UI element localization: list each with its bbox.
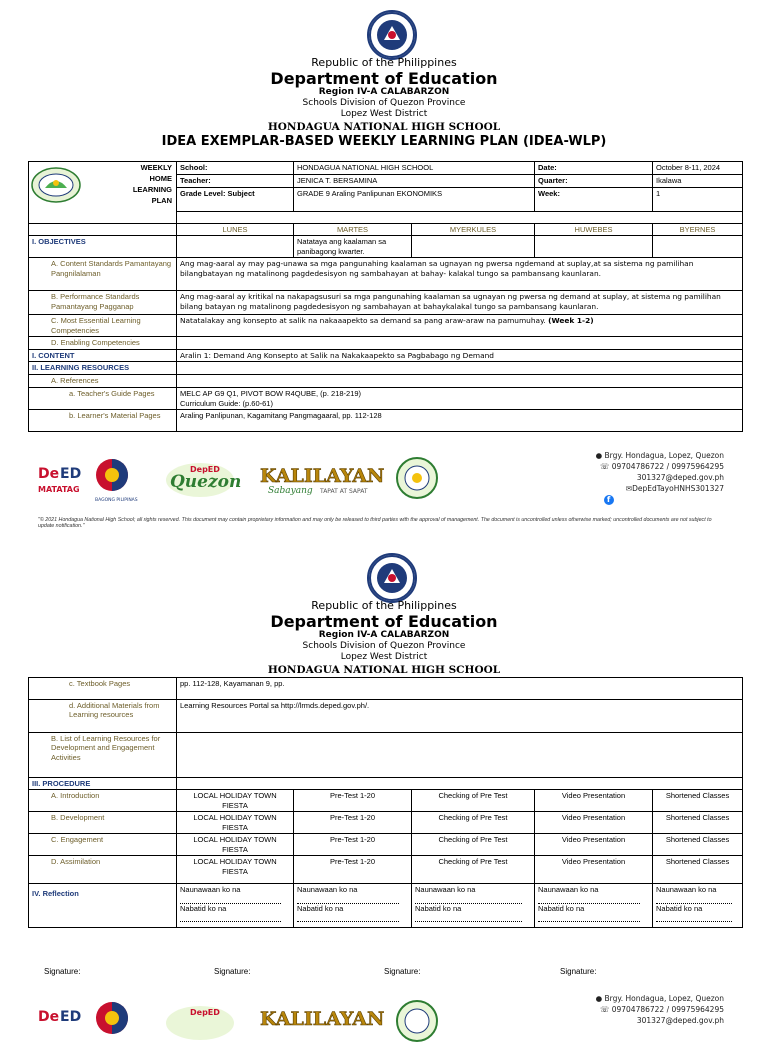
bagong-pilipinas-logo [94, 1000, 130, 1046]
weekly-plan-table [28, 161, 743, 432]
reflection-heading: IV. Reflection [29, 884, 177, 928]
myerkules-cell: Checking of Pre Test [412, 790, 535, 812]
reflection-myerkules[interactable] [412, 884, 535, 928]
bagong-pilipinas-logo [94, 457, 138, 503]
reflection-huwebes[interactable] [535, 884, 653, 928]
myerkules-cell: Checking of Pre Test [412, 812, 535, 834]
huwebes-cell: Video Presentation [535, 812, 653, 834]
email-text: 301327@deped.gov.ph [636, 472, 724, 482]
deped-matatag-logo [36, 1003, 86, 1043]
svg-text:De: De [38, 466, 60, 482]
signature-label-2: Signature: [214, 967, 251, 976]
school-name-page2: HONDAGUA NATIONAL HIGH SCHOOL [267, 664, 501, 676]
hondagua-seal-logo [396, 1000, 438, 1042]
deped-seal-logo-page2 [367, 553, 417, 603]
myerkules-cell: Checking of Pre Test [412, 834, 535, 856]
day-huwebes: HUWEBES [535, 224, 653, 236]
phone-icon: ☏ [599, 461, 610, 471]
reflection-line2: Nabatid ko na [656, 903, 703, 913]
kalilayan-logo [258, 1005, 385, 1041]
region-text-page2: Region IV-A CALABARZON [318, 630, 450, 640]
curriculum-guide-text: Curriculum Guide: (p.60-61) [180, 398, 273, 408]
republic-text: Republic of the Philippines [311, 56, 457, 69]
huwebes-cell: Video Presentation [535, 856, 653, 884]
quarter-value: Ikalawa [653, 175, 743, 188]
lunes-cell: LOCAL HOLIDAY TOWN FIESTA [177, 856, 294, 884]
kalilayan-logo [258, 462, 385, 498]
deped-quezon-logo [164, 1003, 236, 1043]
svg-text:KALILAYAN: KALILAYAN [260, 1008, 385, 1030]
svg-text:BAGONG PILIPINAS: BAGONG PILIPINAS [95, 498, 138, 503]
svg-text:Sabayang: Sabayang [268, 486, 313, 496]
whlp-cell [29, 162, 177, 224]
content-heading: I. CONTENT [29, 349, 177, 361]
procedure-heading: III. PROCEDURE [29, 778, 177, 790]
school-logo [31, 166, 81, 204]
day-martes: MARTES [294, 224, 412, 236]
procedure-row [29, 834, 743, 856]
learners-material-text: Araling Panlipunan, Kagamitang Pangmagaaral, pp. 112-128 [177, 410, 743, 432]
martes-note: Natataya ang kaalaman sa panibagong kwarter. [294, 236, 412, 258]
byernes-cell: Shortened Classes [653, 834, 743, 856]
references-label: A. References [29, 375, 177, 388]
week-value: 1 [653, 188, 743, 212]
day-lunes: LUNES [177, 224, 294, 236]
disclaimer-text: "© 2021 Hondagua National High School; all rights reserved. This document may contain proprietary information and may only be released to third parties with the approval of management. The document is uncontrolled unless otherwise marked; uncontrolled documents are not subject to update notification." [38, 517, 712, 530]
day-byernes: BYERNES [653, 224, 743, 236]
enabling-label: D. Enabling Competencies [29, 337, 177, 349]
reflection-martes[interactable] [294, 884, 412, 928]
reflection-line2: Nabatid ko na [538, 903, 585, 913]
reflection-byernes[interactable] [653, 884, 743, 928]
myerkules-cell: Checking of Pre Test [412, 856, 535, 884]
signature-label-3: Signature: [384, 967, 421, 976]
mail-icon: ✉ [625, 483, 633, 493]
teachers-guide-label: a. Teacher's Guide Pages [29, 388, 177, 410]
reflection-line1: Naunawaan ko na [415, 885, 476, 895]
melc-week: (Week 1-2) [548, 316, 594, 326]
phone-text: 09704786722 / 09975964295 [611, 1004, 724, 1014]
performance-standards-label: B. Performance Standards Pamantayang Pagganap [29, 291, 177, 315]
signature-label-4: Signature: [560, 967, 597, 976]
division-text-page2: Schools Division of Quezon Province [302, 641, 466, 651]
contact-block-page2 [596, 994, 724, 1027]
deped-seal-logo [367, 10, 417, 60]
martes-cell: Pre-Test 1-20 [294, 812, 412, 834]
email-text: 301327@deped.gov.ph [636, 1015, 724, 1025]
martes-cell: Pre-Test 1-20 [294, 834, 412, 856]
signature-label-1: Signature: [44, 967, 81, 976]
school-label: School: [177, 162, 294, 175]
plan-title: IDEA EXEMPLAR-BASED WEEKLY LEARNING PLAN (IDEA-WLP) [161, 134, 607, 149]
hondagua-seal-logo [396, 457, 438, 499]
lunes-cell: LOCAL HOLIDAY TOWN FIESTA [177, 812, 294, 834]
region-text: Region IV-A CALABARZON [318, 87, 450, 97]
whlp-label: WEEKLY HOME LEARNING PLAN [132, 163, 172, 205]
deped-matatag-logo [36, 460, 86, 500]
reflection-line2: Nabatid ko na [415, 903, 462, 913]
district-text: Lopez West District [340, 109, 428, 119]
reflection-line1: Naunawaan ko na [656, 885, 717, 895]
map-pin-icon: ● [595, 994, 603, 1003]
objectives-heading: I. OBJECTIVES [29, 236, 177, 258]
reflection-line1: Naunawaan ko na [297, 885, 358, 895]
melc-label: C. Most Essential Learning Competencies [29, 315, 177, 337]
date-value: October 8-11, 2024 [653, 162, 743, 175]
procedure-label: A. Introduction [29, 790, 177, 812]
melc-text: Natatalakay ang konsepto at salik na nakaaapekto sa demand sa pang araw-araw na pamumuhay. [180, 316, 546, 326]
byernes-cell: Shortened Classes [653, 790, 743, 812]
reflection-line2: Nabatid ko na [180, 903, 227, 913]
facebook-text: DepEdTayoHNHS301327 [632, 483, 724, 493]
textbook-text: pp. 112-128, Kayamanan 9, pp. [177, 678, 743, 700]
content-text: Aralin 1: Demand Ang Konsepto at Salik na Nakakaapekto sa Pagbabago ng Demand [177, 349, 743, 361]
byernes-cell: Shortened Classes [653, 856, 743, 884]
day-myerkules: MYERKULES [412, 224, 535, 236]
reflection-lunes[interactable] [177, 884, 294, 928]
additional-materials-text: Learning Resources Portal sa http://lrmds.deped.gov.ph/. [177, 700, 743, 733]
resources-heading: II. LEARNING RESOURCES [29, 362, 177, 375]
footer-logos [36, 455, 456, 505]
procedure-label: C. Engagement [29, 834, 177, 856]
footer-logos-page2 [36, 998, 456, 1048]
additional-materials-label: d. Additional Materials from Learning resources [29, 700, 177, 733]
deped-quezon-logo [164, 460, 242, 500]
reflection-line1: Naunawaan ko na [180, 885, 241, 895]
map-pin-icon: ● [595, 451, 603, 460]
svg-text:Quezon: Quezon [170, 472, 242, 492]
content-standards-label: A. Content Standards Pamantayang Pangnilalaman [29, 258, 177, 291]
martes-cell: Pre-Test 1-20 [294, 790, 412, 812]
grade-value: GRADE 9 Araling Panlipunan EKONOMIKS [294, 188, 535, 212]
svg-text:TAPAT AT SAPAT: TAPAT AT SAPAT [320, 488, 368, 495]
contact-block [596, 451, 724, 505]
learners-material-label: b. Learner's Material Pages [29, 410, 177, 432]
school-name: HONDAGUA NATIONAL HIGH SCHOOL [267, 121, 501, 133]
phone-text: 09704786722 / 09975964295 [611, 461, 724, 471]
phone-icon: ☏ [599, 1004, 610, 1014]
date-label: Date: [535, 162, 653, 175]
huwebes-cell: Video Presentation [535, 834, 653, 856]
svg-text:De: De [38, 1009, 60, 1025]
weekly-plan-table-page2 [28, 677, 743, 928]
svg-text:ED: ED [60, 466, 82, 482]
address-text: Brgy. Hondagua, Lopez, Quezon [604, 994, 724, 1003]
byernes-cell: Shortened Classes [653, 812, 743, 834]
lunes-cell: LOCAL HOLIDAY TOWN FIESTA [177, 790, 294, 812]
svg-text:DepED: DepED [190, 465, 220, 474]
procedure-label: B. Development [29, 812, 177, 834]
division-text: Schools Division of Quezon Province [302, 98, 466, 108]
huwebes-cell: Video Presentation [535, 790, 653, 812]
martes-cell: Pre-Test 1-20 [294, 856, 412, 884]
svg-text:DepED: DepED [190, 1008, 220, 1017]
lunes-cell: LOCAL HOLIDAY TOWN FIESTA [177, 834, 294, 856]
reflection-line1: Naunawaan ko na [538, 885, 599, 895]
textbook-label: c. Textbook Pages [29, 678, 177, 700]
svg-text:MATATAG: MATATAG [38, 485, 80, 494]
procedure-label: D. Assimilation [29, 856, 177, 884]
address-text: Brgy. Hondagua, Lopez, Quezon [604, 451, 724, 460]
teacher-label: Teacher: [177, 175, 294, 188]
svg-text:KALILAYAN: KALILAYAN [260, 465, 385, 487]
procedure-row [29, 812, 743, 834]
teacher-value: JENICA T. BERSAMINA [294, 175, 535, 188]
week-label: Week: [535, 188, 653, 212]
district-text-page2: Lopez West District [340, 652, 428, 662]
school-value: HONDAGUA NATIONAL HIGH SCHOOL [294, 162, 535, 175]
procedure-row [29, 856, 743, 884]
procedure-row [29, 790, 743, 812]
content-standards-text: Ang mag-aaral ay may pag-unawa sa mga pangunahing kaalaman sa ugnayan ng pwersa ngdemand at suplay,at sa sistema ng pamilihan bilangbatayan ng matalinong pagdedesisyon ng sambahayan at bahay- kalakal tungo sa pambansang kaunlaran. [177, 258, 743, 291]
department-title-page2: Department of Education [270, 612, 498, 631]
grade-label: Grade Level: Subject [177, 188, 294, 212]
department-title: Department of Education [270, 69, 498, 88]
list-resources-label: B. List of Learning Resources for Development and Engagement Activities [29, 733, 177, 778]
facebook-icon[interactable]: f [604, 495, 614, 505]
quarter-label: Quarter: [535, 175, 653, 188]
republic-text-page2: Republic of the Philippines [311, 599, 457, 612]
reflection-line2: Nabatid ko na [297, 903, 344, 913]
performance-standards-text: Ang mag-aaral ay kritikal na nakapagsusuri sa mga pangunahing kaalaman sa ugnayan ng pwersa ng demand at suplay, at sistema ng pamilihan bilang batayan ng matalinong pagdedesisyon ng sambahayan at bahaykalakal tungo sa pambansang kaunlaran. [177, 291, 743, 315]
svg-text:ED: ED [60, 1009, 82, 1025]
teachers-guide-text: MELC AP G9 Q1, PIVOT BOW R4QUBE, (p. 218-219) [180, 389, 362, 399]
